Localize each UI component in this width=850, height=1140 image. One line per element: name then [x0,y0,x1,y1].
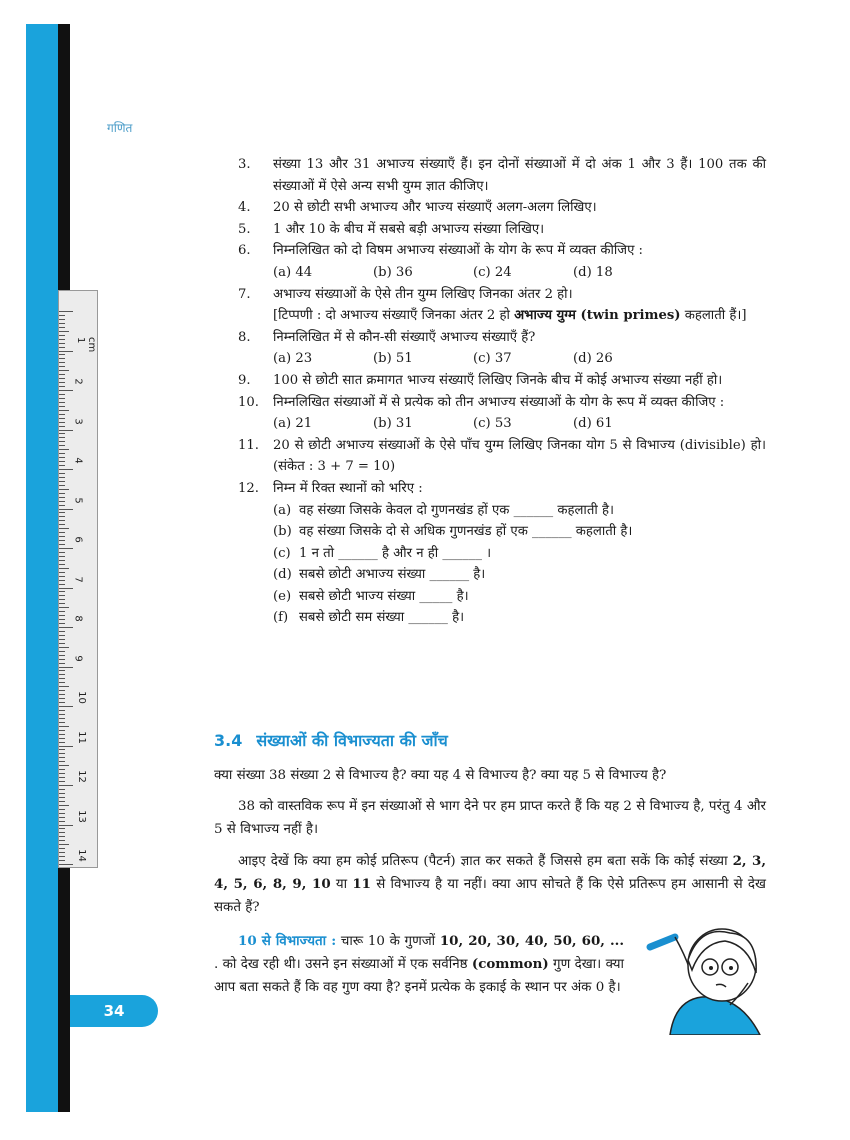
option: (a) 21 [273,416,313,432]
ruler-tick [59,497,65,498]
ruler-tick [59,382,65,383]
ruler-tick [59,801,65,802]
ruler-tick [59,572,65,573]
ruler-tick [59,536,65,537]
ruler-tick [59,674,65,675]
ruler-tick [59,386,65,387]
paragraph: आइए देखें कि क्या हम कोई प्रतिरूप (पैटर्न) ज्ञात कर सकते हैं जिससे हम बता सकें कि कोई संख्या 2, 3, 4, 5, 6, 8, 9, 10 या 11 से विभाज्य है या नहीं। क्या आप सोचते हैं कि ऐसे प्रतिरूप हम आसानी से देख सकते हैं? [214,853,767,915]
ruler-tick [59,339,65,340]
ruler-tick [59,568,69,569]
ruler-tick [59,331,69,332]
ruler-tick [59,647,69,648]
ruler-tick [59,465,65,466]
ruler-tick [59,694,65,695]
ruler-tick [59,457,65,458]
exercise-list [238,154,766,629]
ruler-tick [59,710,65,711]
ruler-number: 13 [75,809,87,823]
option: (b) 51 [373,351,413,367]
ruler-tick [59,623,65,624]
ruler-tick [59,860,65,861]
left-color-bar [26,24,58,1112]
ruler-tick [59,588,73,589]
ruler-tick [59,532,65,533]
ruler-tick [59,639,65,640]
ruler-number: 8 [72,615,84,622]
ruler-tick [59,433,65,434]
question-4: 4. 20 से छोटी सभी अभाज्य और भाज्य संख्याएँ अलग-अलग लिखिए। [238,200,597,216]
ruler-tick [59,706,73,707]
ruler-tick [59,686,69,687]
ruler-tick [59,840,65,841]
ruler-number: 4 [72,457,84,464]
ruler-tick [59,726,69,727]
ruler-tick [59,607,69,608]
ruler-tick [59,453,65,454]
ruler-tick [59,611,65,612]
ruler-tick [59,757,65,758]
ruler-number: 2 [72,378,84,385]
ruler-tick [59,749,65,750]
question-7-note: [टिप्पणी : दो अभाज्य संख्याएँ जिनका अंतर 2 हो अभाज्य युग्म (twin primes) कहलाती हैं।] [273,308,747,324]
ruler-tick [59,311,73,312]
option: (d) 18 [573,264,613,280]
ruler-tick [59,402,65,403]
question-8-options [238,348,766,370]
ruler-tick [59,493,65,494]
ruler-tick [59,825,73,826]
ruler-tick [59,793,65,794]
ruler-tick [59,667,73,668]
ruler-tick [59,576,65,577]
ruler-tick [59,390,73,391]
ruler-tick [59,765,69,766]
ruler-tick [59,505,65,506]
question-6: 6. निम्नलिखित को दो विषम अभाज्य संख्याओं के योग के रूप में व्यक्त कीजिए : [238,243,644,259]
ruler-tick [59,663,65,664]
ruler-tick [59,615,65,616]
ruler-tick [59,584,65,585]
ruler-tick [59,516,65,517]
ruler-tick [59,753,65,754]
ruler-tick [59,619,65,620]
question-5: 5. 1 और 10 के बीच में सबसे बड़ी अभाज्य संख्या लिखिए। [238,221,545,237]
fill-blank-c: (c) 1 न तो ______ है और न ही ______ । [273,545,492,561]
option: (c) 37 [473,351,512,367]
ruler-tick [59,817,65,818]
ruler-tick [59,761,65,762]
ruler-tick [59,595,65,596]
ruler-tick [59,828,65,829]
ruler-tick [59,702,65,703]
ruler-tick [59,813,65,814]
ruler-tick [59,319,65,320]
ruler-tick [59,635,65,636]
ruler-tick [59,473,65,474]
ruler-tick [59,354,65,355]
ruler-tick [59,398,65,399]
option: (b) 31 [373,416,413,432]
ruler-tick [59,469,73,470]
ruler-tick [59,370,69,371]
ruler-tick [59,410,69,411]
option: (c) 24 [473,264,512,280]
ruler-tick [59,437,65,438]
section-number: 3.4 [214,731,243,750]
ruler-tick [59,489,69,490]
ruler-tick [59,832,65,833]
ruler-tick [59,540,65,541]
ruler-tick [59,781,65,782]
ruler-tick [59,678,65,679]
ruler-tick [59,461,65,462]
ruler-tick [59,485,65,486]
ruler-tick [59,627,73,628]
ruler-tick [59,777,65,778]
ruler-tick [59,406,65,407]
paragraph: क्या संख्या 38 संख्या 2 से विभाज्य है? क्या यह 4 से विभाज्य है? क्या यह 5 से विभाज्य है? [214,768,667,783]
ruler-tick [59,797,65,798]
ruler-tick [59,856,65,857]
ruler-tick [59,512,65,513]
ruler-tick [59,394,65,395]
ruler-tick [59,426,65,427]
ruler-tick [59,445,65,446]
ruler-tick [59,591,65,592]
ruler-tick [59,501,65,502]
ruler-tick [59,722,65,723]
ruler-tick [59,746,73,747]
option: (a) 44 [273,264,313,280]
ruler-tick [59,580,65,581]
ruler-tick [59,430,73,431]
ruler-tick [59,785,73,786]
ruler-tick [59,655,65,656]
ruler-tick [59,366,65,367]
keyword: 10 से विभाज्यता : [238,933,337,949]
question-6-options [238,262,766,284]
question-10-options [238,413,766,435]
section-heading [214,729,448,751]
ruler-tick [59,714,65,715]
ruler-tick [59,805,69,806]
paragraph: 38 को वास्तविक रूप में इन संख्याओं से भाग देने पर हम प्राप्त करते हैं कि यह 2 से विभाज्य है, परंतु 4 और 5 से विभाज्य नहीं है। [214,799,766,837]
fill-blank-f: (f) सबसे छोटी सम संख्या ______ है। [273,610,465,626]
fill-blank-a: (a) वह संख्या जिसके केवल दो गुणनखंड हों एक ______ कहलाती है। [273,502,614,518]
paragraph-divisibility-10: 10 से विभाज्यता : चारू 10 के गुणजों 10, 20, 30, 40, 50, 60, ... . को देख रही थी। उसने इन संख्याओं में एक सर्वनिष्ठ (common) गुण देखा। क्या आप बता सकते हैं कि वह गुण क्या है? इनमें प्रत्येक के इकाई के स्थान पर अंक 0 है। [214,933,625,995]
ruler-tick [59,477,65,478]
ruler-tick [59,560,65,561]
ruler-tick [59,548,73,549]
ruler-tick [59,659,65,660]
ruler-tick [59,378,65,379]
ruler-number: 14 [75,849,87,862]
option: (a) 23 [273,351,313,367]
ruler-tick [59,422,65,423]
ruler-tick [59,509,73,510]
ruler-tick [59,730,65,731]
ruler-tick [59,848,65,849]
ruler-tick [59,742,65,743]
ruler-number: 3 [72,417,84,425]
question-7: 7. अभाज्य संख्याओं के ऐसे तीन युग्म लिखिए जिनका अंतर 2 हो। [238,286,573,302]
question-9: 9. 100 से छोटी सात क्रमागत भाज्य संख्याएँ लिखिए जिनके बीच में कोई अभाज्य संख्या नहीं हो। [238,372,723,388]
ruler-tick [59,734,65,735]
ruler-tick [59,836,65,837]
ruler-number: cm 1 [75,336,97,352]
ruler-tick [59,481,65,482]
ruler-number: 10 [75,691,87,704]
ruler-tick [59,418,65,419]
ruler-tick [59,552,65,553]
ruler-number: 7 [72,575,84,583]
question-10: 10. निम्नलिखित संख्याओं में से प्रत्येक को तीन अभाज्य संख्याओं के योग के रूप में व्यक्त कीजिए : [238,394,725,410]
option: (d) 61 [573,416,613,432]
ruler-tick [59,670,65,671]
ruler-tick [59,544,65,545]
option: (d) 26 [573,351,613,367]
ruler-tick [59,651,65,652]
ruler-tick [59,809,65,810]
option: (c) 53 [473,416,512,432]
ruler-number: 12 [75,770,87,783]
ruler-number: 5 [72,496,84,504]
ruler-tick [59,682,65,683]
ruler-tick [59,864,73,865]
option: (b) 36 [373,264,413,280]
ruler-tick [59,769,65,770]
running-head: गणित [107,121,133,135]
ruler-number: 6 [72,536,84,543]
ruler-tick [59,773,65,774]
ruler-tick [59,335,65,336]
ruler-number: 11 [75,730,87,744]
ruler-tick [59,327,65,328]
ruler-tick [59,315,65,316]
ruler-tick [59,556,65,557]
ruler-tick [59,358,65,359]
question-11: 11. 20 से छोटी अभाज्य संख्याओं के ऐसे पाँच युग्म लिखिए जिनका योग 5 से विभाज्य (divisible) हो। (संकेत : 3 + 7 = 10) [238,437,766,475]
ruler-tick [59,323,65,324]
question-12: 12. निम्न में रिक्त स्थानों को भरिए : [238,480,423,496]
ruler-image [58,290,98,868]
ruler-tick [59,821,65,822]
ruler-tick [59,564,65,565]
ruler-tick [59,738,65,739]
ruler-tick [59,603,65,604]
ruler-tick [59,520,65,521]
ruler-tick [59,351,73,352]
fill-blank-d: (d) सबसे छोटी अभाज्य संख्या ______ है। [273,567,486,583]
ruler-tick [59,441,65,442]
ruler-tick [59,449,69,450]
ruler-tick [59,844,69,845]
page-number: 34 [70,995,158,1027]
ruler-tick [59,524,65,525]
ruler-tick [59,852,65,853]
question-8: 8. निम्नलिखित में से कौन-सी संख्याएँ अभाज्य संख्याएँ हैं? [238,329,536,345]
fill-blank-e: (e) सबसे छोटी भाज्य संख्या _____ है। [273,588,469,604]
ruler-tick [59,528,69,529]
ruler-tick [59,362,65,363]
ruler-number: 9 [72,654,84,662]
ruler-tick [59,599,65,600]
ruler-tick [59,374,65,375]
ruler-tick [59,347,65,348]
question-3: 3. संख्या 13 और 31 अभाज्य संख्याएँ हैं। इन दोनों संख्याओं में दो अंक 1 और 3 हैं। 100 तक की संख्याओं में ऐसे अन्य सभी युग्म ज्ञात कीजिए। [238,157,766,194]
girl-thinking-illustration [630,925,775,1035]
ruler-tick [59,698,65,699]
ruler-tick [59,343,65,344]
section-title: संख्याओं की विभाज्यता की जाँच [256,731,448,750]
fill-blank-b: (b) वह संख्या जिसके दो से अधिक गुणनखंड हों एक ______ कहलाती है। [273,524,633,540]
ruler-tick [59,718,65,719]
ruler-tick [59,414,65,415]
ruler-tick [59,690,65,691]
ruler-tick [59,789,65,790]
ruler-tick [59,631,65,632]
ruler-tick [59,643,65,644]
